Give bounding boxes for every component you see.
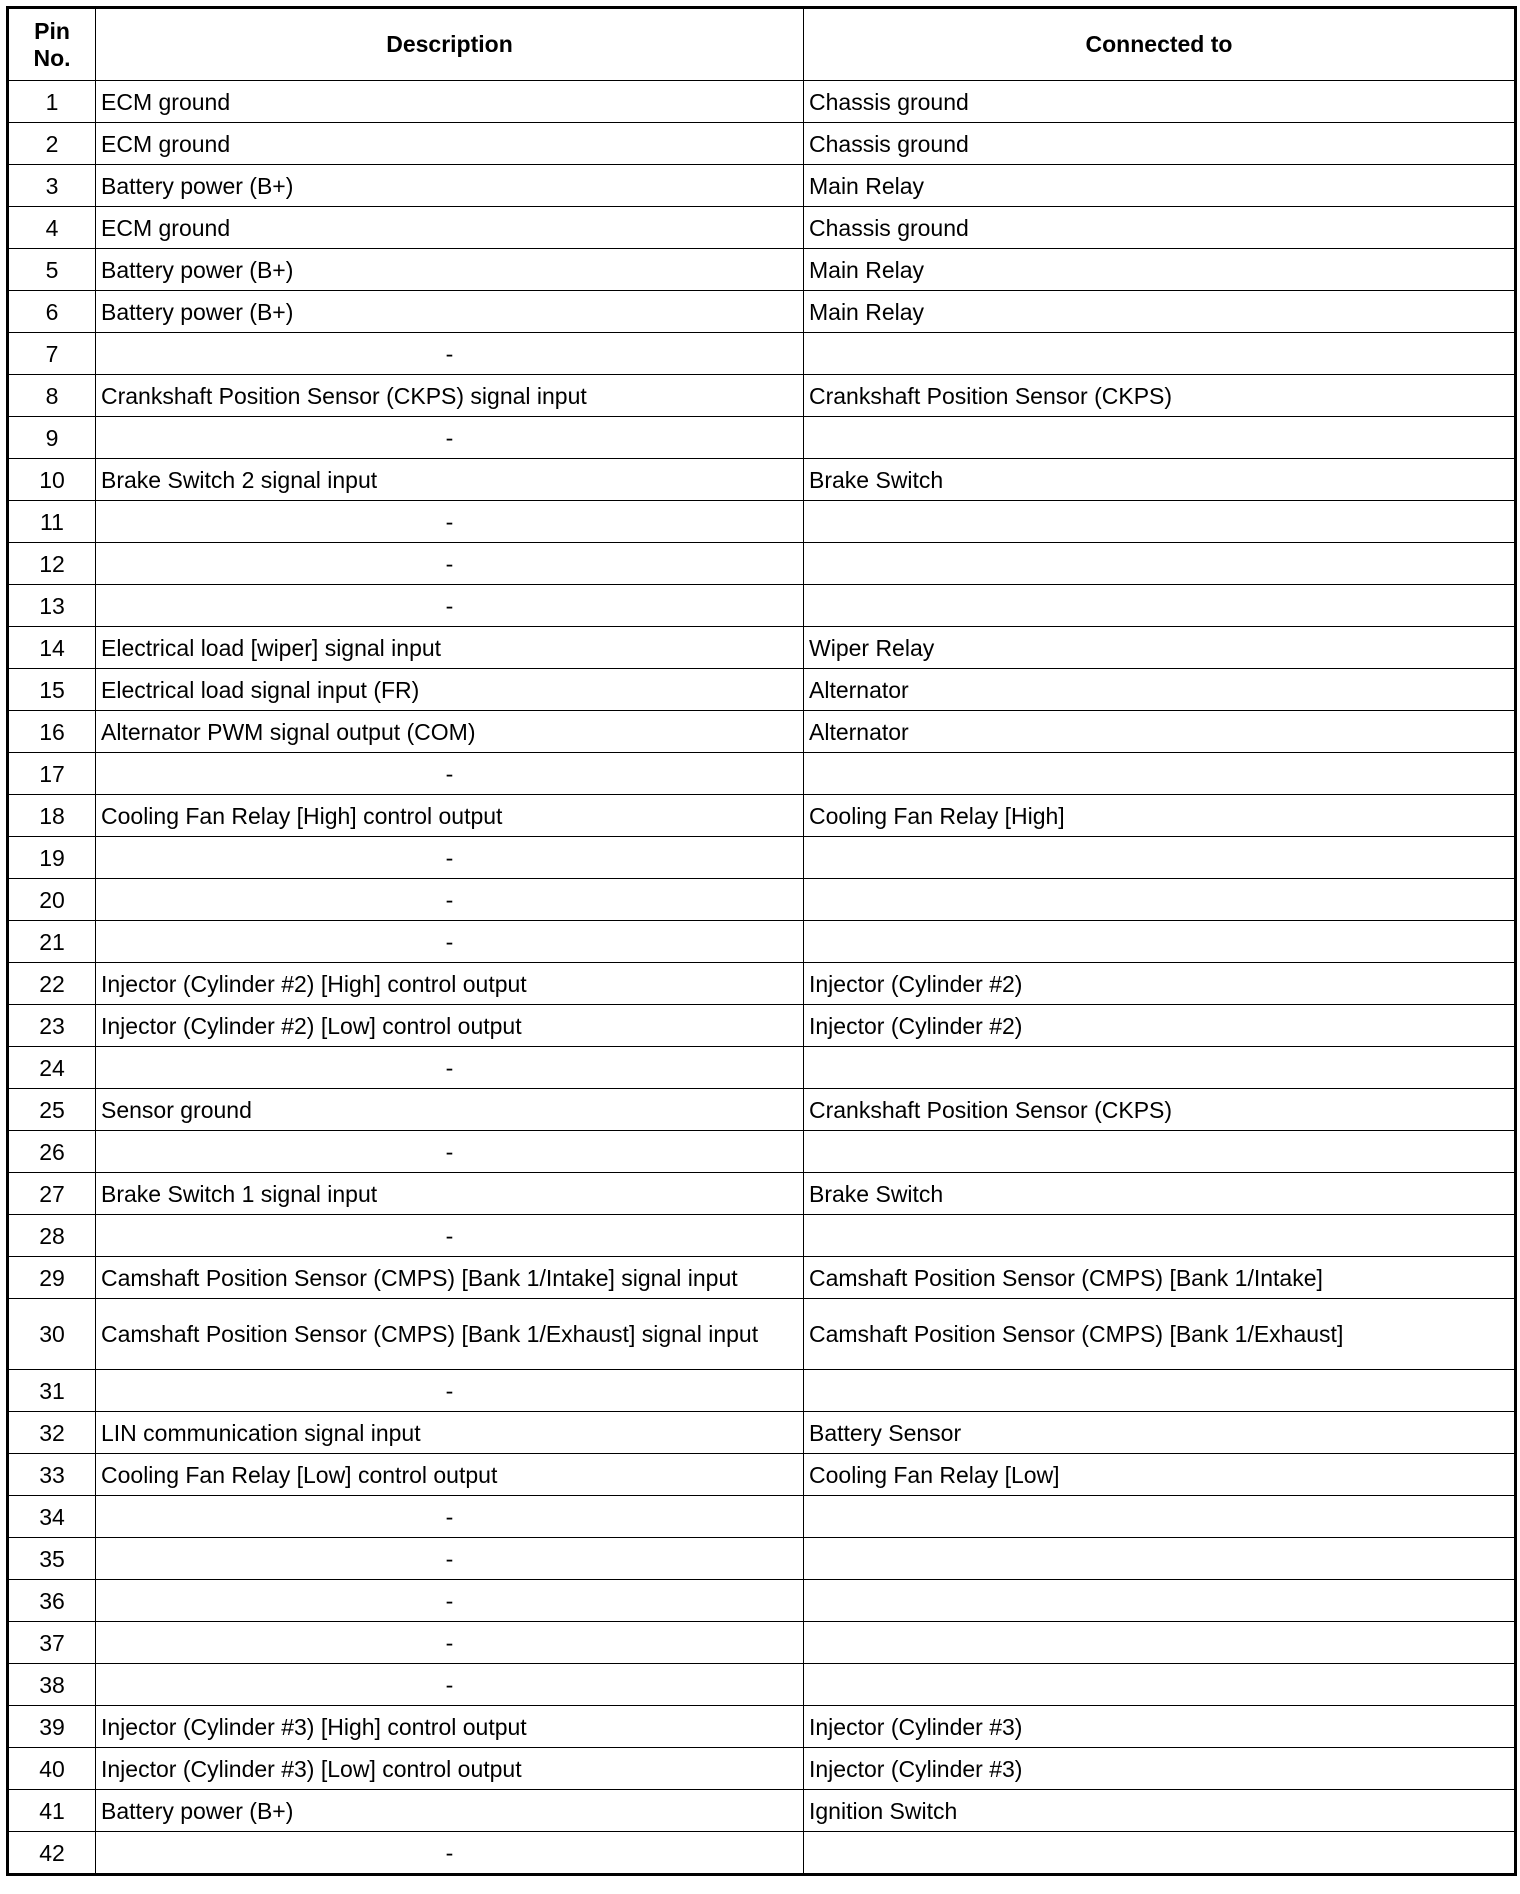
description-cell: Battery power (B+): [96, 249, 804, 291]
description-cell: -: [96, 879, 804, 921]
table-row: [8, 711, 1516, 753]
description-cell: -: [96, 1215, 804, 1257]
description-cell: -: [96, 1496, 804, 1538]
description-cell: -: [96, 543, 804, 585]
connected-to-cell: [804, 333, 1516, 375]
connected-to-cell: Main Relay: [804, 291, 1516, 333]
connected-to-cell: [804, 1664, 1516, 1706]
table-row: [8, 837, 1516, 879]
description-cell: ECM ground: [96, 123, 804, 165]
pin-number-cell: 5: [8, 249, 96, 291]
pin-number-cell: 8: [8, 375, 96, 417]
description-cell: Injector (Cylinder #2) [Low] control output: [96, 1005, 804, 1047]
table-row: [8, 81, 1516, 123]
pin-number-cell: 31: [8, 1370, 96, 1412]
table-row: [8, 1832, 1516, 1875]
table-row: [8, 1580, 1516, 1622]
connected-to-cell: Battery Sensor: [804, 1412, 1516, 1454]
pin-number-cell: 18: [8, 795, 96, 837]
description-cell: Alternator PWM signal output (COM): [96, 711, 804, 753]
table-body: [8, 81, 1516, 1875]
pin-number-cell: 39: [8, 1706, 96, 1748]
pin-number-cell: 38: [8, 1664, 96, 1706]
connected-to-cell: Camshaft Position Sensor (CMPS) [Bank 1/Intake]: [804, 1257, 1516, 1299]
table-row: [8, 1047, 1516, 1089]
table-row: [8, 627, 1516, 669]
connected-to-cell: Chassis ground: [804, 81, 1516, 123]
description-cell: Cooling Fan Relay [High] control output: [96, 795, 804, 837]
connected-to-cell: [804, 1538, 1516, 1580]
pin-connection-table: [6, 6, 1517, 1876]
description-cell: ECM ground: [96, 81, 804, 123]
description-cell: Electrical load signal input (FR): [96, 669, 804, 711]
pin-number-cell: 40: [8, 1748, 96, 1790]
table-row: [8, 123, 1516, 165]
table-row: [8, 207, 1516, 249]
table-row: [8, 1257, 1516, 1299]
pin-number-cell: 10: [8, 459, 96, 501]
connected-to-cell: Brake Switch: [804, 1173, 1516, 1215]
table-row: [8, 375, 1516, 417]
pin-number-cell: 30: [8, 1299, 96, 1370]
pin-number-cell: 32: [8, 1412, 96, 1454]
connected-to-cell: [804, 417, 1516, 459]
connected-to-cell: [804, 1622, 1516, 1664]
description-cell: Sensor ground: [96, 1089, 804, 1131]
connected-to-cell: Cooling Fan Relay [Low]: [804, 1454, 1516, 1496]
pin-number-cell: 15: [8, 669, 96, 711]
connected-to-cell: Main Relay: [804, 165, 1516, 207]
table-row: [8, 459, 1516, 501]
table-row: [8, 753, 1516, 795]
table-row: [8, 1215, 1516, 1257]
table-row: [8, 795, 1516, 837]
description-cell: Brake Switch 2 signal input: [96, 459, 804, 501]
connected-to-cell: Crankshaft Position Sensor (CKPS): [804, 375, 1516, 417]
pin-number-cell: 19: [8, 837, 96, 879]
pin-number-cell: 36: [8, 1580, 96, 1622]
connected-to-cell: Injector (Cylinder #2): [804, 1005, 1516, 1047]
connected-to-cell: [804, 837, 1516, 879]
table-row: [8, 1412, 1516, 1454]
description-cell: -: [96, 417, 804, 459]
header-description: Description: [96, 8, 804, 81]
table-row: [8, 1496, 1516, 1538]
table-row: [8, 1131, 1516, 1173]
pin-number-cell: 27: [8, 1173, 96, 1215]
description-cell: -: [96, 1047, 804, 1089]
table-row: [8, 417, 1516, 459]
description-cell: Injector (Cylinder #3) [Low] control output: [96, 1748, 804, 1790]
pin-number-cell: 2: [8, 123, 96, 165]
description-cell: Camshaft Position Sensor (CMPS) [Bank 1/Intake] signal input: [96, 1257, 804, 1299]
pin-number-cell: 4: [8, 207, 96, 249]
connected-to-cell: Injector (Cylinder #3): [804, 1706, 1516, 1748]
connected-to-cell: Wiper Relay: [804, 627, 1516, 669]
pin-number-cell: 37: [8, 1622, 96, 1664]
connected-to-cell: Alternator: [804, 711, 1516, 753]
pin-number-cell: 16: [8, 711, 96, 753]
description-cell: -: [96, 1370, 804, 1412]
table-row: [8, 1005, 1516, 1047]
pin-number-cell: 20: [8, 879, 96, 921]
header-connected-to: Connected to: [804, 8, 1516, 81]
description-cell: Electrical load [wiper] signal input: [96, 627, 804, 669]
table-row: [8, 291, 1516, 333]
description-cell: Cooling Fan Relay [Low] control output: [96, 1454, 804, 1496]
connected-to-cell: Crankshaft Position Sensor (CKPS): [804, 1089, 1516, 1131]
pin-number-cell: 41: [8, 1790, 96, 1832]
description-cell: Crankshaft Position Sensor (CKPS) signal input: [96, 375, 804, 417]
connected-to-cell: Main Relay: [804, 249, 1516, 291]
description-cell: Battery power (B+): [96, 291, 804, 333]
connected-to-cell: [804, 585, 1516, 627]
table-row: [8, 249, 1516, 291]
connected-to-cell: [804, 1496, 1516, 1538]
pin-number-cell: 6: [8, 291, 96, 333]
connected-to-cell: Ignition Switch: [804, 1790, 1516, 1832]
connected-to-cell: [804, 879, 1516, 921]
connected-to-cell: [804, 543, 1516, 585]
pin-number-cell: 35: [8, 1538, 96, 1580]
description-cell: Brake Switch 1 signal input: [96, 1173, 804, 1215]
connected-to-cell: [804, 1832, 1516, 1875]
pin-number-cell: 21: [8, 921, 96, 963]
table-row: [8, 921, 1516, 963]
description-cell: -: [96, 1580, 804, 1622]
pin-number-cell: 1: [8, 81, 96, 123]
pin-number-cell: 33: [8, 1454, 96, 1496]
description-cell: Injector (Cylinder #3) [High] control output: [96, 1706, 804, 1748]
table-row: [8, 1370, 1516, 1412]
pin-number-cell: 28: [8, 1215, 96, 1257]
connected-to-cell: [804, 753, 1516, 795]
pin-number-cell: 24: [8, 1047, 96, 1089]
description-cell: -: [96, 921, 804, 963]
pin-number-cell: 13: [8, 585, 96, 627]
connected-to-cell: [804, 921, 1516, 963]
pin-number-cell: 34: [8, 1496, 96, 1538]
pin-number-cell: 11: [8, 501, 96, 543]
table-row: [8, 1173, 1516, 1215]
description-cell: -: [96, 585, 804, 627]
table-row: [8, 963, 1516, 1005]
connected-to-cell: Chassis ground: [804, 207, 1516, 249]
description-cell: -: [96, 837, 804, 879]
connected-to-cell: Brake Switch: [804, 459, 1516, 501]
connected-to-cell: Chassis ground: [804, 123, 1516, 165]
connected-to-cell: Injector (Cylinder #2): [804, 963, 1516, 1005]
description-cell: -: [96, 333, 804, 375]
description-cell: LIN communication signal input: [96, 1412, 804, 1454]
header-row: [8, 8, 1516, 81]
connected-to-cell: Cooling Fan Relay [High]: [804, 795, 1516, 837]
description-cell: -: [96, 1832, 804, 1875]
connected-to-cell: [804, 1215, 1516, 1257]
connected-to-cell: Alternator: [804, 669, 1516, 711]
table-row: [8, 585, 1516, 627]
description-cell: -: [96, 1538, 804, 1580]
table-row: [8, 333, 1516, 375]
pin-number-cell: 17: [8, 753, 96, 795]
description-cell: Battery power (B+): [96, 1790, 804, 1832]
pin-number-cell: 25: [8, 1089, 96, 1131]
description-cell: -: [96, 501, 804, 543]
connected-to-cell: [804, 1047, 1516, 1089]
description-cell: -: [96, 1622, 804, 1664]
pin-number-cell: 9: [8, 417, 96, 459]
pin-number-cell: 12: [8, 543, 96, 585]
description-cell: Camshaft Position Sensor (CMPS) [Bank 1/Exhaust] signal input: [96, 1299, 804, 1370]
connected-to-cell: [804, 1370, 1516, 1412]
connected-to-cell: [804, 1131, 1516, 1173]
description-cell: -: [96, 1131, 804, 1173]
header-pin-line2: No.: [33, 44, 71, 71]
pin-number-cell: 29: [8, 1257, 96, 1299]
table-row: [8, 1748, 1516, 1790]
table-row: [8, 1454, 1516, 1496]
table-row: [8, 543, 1516, 585]
table-row: [8, 1790, 1516, 1832]
connected-to-cell: Camshaft Position Sensor (CMPS) [Bank 1/Exhaust]: [804, 1299, 1516, 1370]
table-row: [8, 1089, 1516, 1131]
header-pin-line1: Pin: [34, 17, 70, 44]
table-row: [8, 1299, 1516, 1370]
pin-number-cell: 3: [8, 165, 96, 207]
table-row: [8, 1622, 1516, 1664]
table-row: [8, 1538, 1516, 1580]
pin-number-cell: 23: [8, 1005, 96, 1047]
pin-number-cell: 26: [8, 1131, 96, 1173]
table-header: [8, 8, 1516, 81]
header-pin-no: [8, 8, 96, 81]
description-cell: ECM ground: [96, 207, 804, 249]
table-row: [8, 1664, 1516, 1706]
table-row: [8, 1706, 1516, 1748]
description-cell: Injector (Cylinder #2) [High] control output: [96, 963, 804, 1005]
description-cell: -: [96, 753, 804, 795]
connected-to-cell: Injector (Cylinder #3): [804, 1748, 1516, 1790]
pin-number-cell: 42: [8, 1832, 96, 1875]
connected-to-cell: [804, 1580, 1516, 1622]
pin-number-cell: 7: [8, 333, 96, 375]
pin-number-cell: 14: [8, 627, 96, 669]
table-row: [8, 669, 1516, 711]
table-row: [8, 501, 1516, 543]
connected-to-cell: [804, 501, 1516, 543]
table-row: [8, 879, 1516, 921]
description-cell: -: [96, 1664, 804, 1706]
pin-number-cell: 22: [8, 963, 96, 1005]
description-cell: Battery power (B+): [96, 165, 804, 207]
table-row: [8, 165, 1516, 207]
